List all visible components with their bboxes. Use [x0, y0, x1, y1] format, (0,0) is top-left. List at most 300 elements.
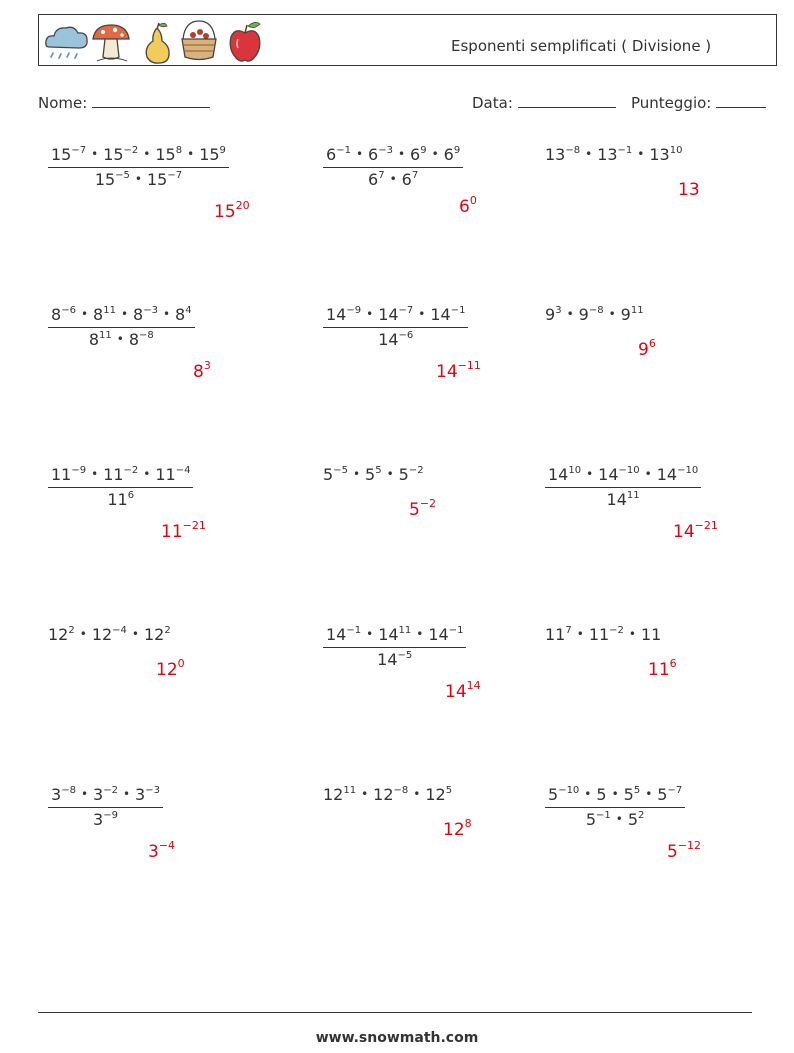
power-term — [641, 625, 661, 644]
base: 14 — [548, 465, 569, 484]
numerator — [545, 465, 701, 488]
exponent: −5 — [115, 170, 130, 181]
base: 8 — [133, 305, 144, 324]
fraction — [323, 145, 463, 189]
multiply-dot: • — [116, 332, 124, 346]
power-term — [95, 170, 130, 189]
exponent: 5 — [375, 465, 382, 476]
power-term — [410, 145, 427, 164]
problem-1 — [48, 145, 229, 189]
base: 11 — [588, 625, 610, 644]
power-term — [199, 145, 226, 164]
denominator — [48, 168, 229, 189]
power-term — [607, 490, 640, 509]
power-term — [673, 519, 718, 542]
numerator — [323, 305, 468, 328]
exponent: 0 — [469, 194, 477, 207]
exponent: 7 — [565, 625, 572, 636]
base: 15 — [103, 145, 124, 164]
worksheet-header — [38, 14, 777, 66]
power-term — [628, 810, 645, 829]
base: 5 — [596, 785, 607, 804]
power-term — [657, 465, 698, 484]
multiply-dot: • — [585, 147, 593, 161]
multiply-dot: • — [366, 307, 374, 321]
base: 15 — [155, 145, 176, 164]
exponent: −5 — [333, 465, 348, 476]
fraction — [48, 785, 163, 829]
power-term — [147, 170, 182, 189]
numerator — [48, 465, 193, 488]
denominator — [48, 328, 195, 349]
exponent: −6 — [61, 305, 76, 316]
denominator — [48, 488, 193, 509]
exponent: −1 — [617, 145, 633, 156]
exponent: −10 — [677, 465, 699, 476]
base: 15 — [199, 145, 220, 164]
exponent: −12 — [677, 839, 702, 852]
answer-13 — [148, 839, 176, 862]
answer-10 — [156, 657, 185, 680]
mushroom-icon — [93, 25, 129, 61]
base: 5 — [409, 500, 420, 520]
power-term — [638, 337, 656, 360]
exponent: −9 — [346, 305, 362, 316]
answer-3 — [678, 180, 700, 200]
base: 14 — [378, 305, 399, 324]
base: 15 — [147, 170, 168, 189]
multiply-dot: • — [143, 147, 151, 161]
exponent: −7 — [167, 170, 183, 181]
header-icons — [43, 17, 273, 65]
numerator — [323, 145, 463, 168]
power-term — [373, 785, 408, 804]
exponent: −8 — [139, 330, 154, 341]
multiply-dot: • — [361, 787, 369, 801]
exponent: −5 — [397, 650, 413, 661]
exponent: 11 — [99, 330, 112, 341]
power-term — [545, 145, 580, 164]
power-term — [678, 180, 700, 200]
pear-icon — [146, 23, 169, 63]
base: 13 — [649, 145, 670, 164]
exponent: −2 — [408, 465, 424, 476]
problem-2 — [323, 145, 463, 189]
base: 11 — [648, 660, 670, 680]
multiply-dot: • — [584, 787, 592, 801]
power-term — [175, 305, 192, 324]
power-term — [103, 145, 138, 164]
exponent: −1 — [450, 305, 466, 316]
power-term — [545, 625, 572, 644]
numerator — [323, 625, 466, 648]
name-blank[interactable] — [92, 93, 210, 108]
base: 12 — [156, 660, 178, 680]
base: 13 — [678, 180, 700, 200]
base: 14 — [656, 465, 678, 484]
power-term — [598, 465, 639, 484]
multiply-dot: • — [187, 147, 195, 161]
problem-14 — [323, 785, 452, 804]
denominator — [48, 808, 163, 829]
base: 5 — [627, 810, 639, 829]
power-term — [648, 657, 677, 680]
exponent: 6 — [648, 337, 656, 350]
answer-6 — [638, 337, 656, 360]
power-term — [579, 305, 604, 324]
base: 6 — [410, 145, 421, 164]
worksheet-title: Esponenti semplificati ( Divisione ) — [451, 37, 712, 55]
exponent: 11 — [626, 490, 640, 501]
multiply-dot: • — [134, 172, 142, 186]
problem-10 — [48, 625, 171, 644]
multiply-dot: • — [628, 627, 636, 641]
name-field — [38, 93, 210, 112]
multiply-dot: • — [120, 307, 129, 321]
base: 15 — [94, 170, 116, 189]
exponent: 14 — [466, 679, 481, 692]
answer-5 — [436, 359, 481, 382]
exponent: −11 — [457, 359, 481, 372]
exponent: −6 — [398, 330, 414, 341]
problem-12 — [545, 625, 661, 644]
power-term — [621, 305, 644, 324]
base: 9 — [578, 305, 589, 324]
base: 6 — [368, 145, 379, 164]
exponent: −2 — [419, 497, 437, 510]
problem-15 — [545, 785, 685, 829]
power-term — [444, 145, 461, 164]
base: 14 — [326, 305, 347, 324]
base: 12 — [91, 625, 113, 644]
base: 6 — [401, 170, 412, 189]
problem-6 — [545, 305, 644, 324]
power-term — [409, 497, 437, 520]
footer-url: www.snowmath.com — [315, 1030, 479, 1046]
problem-11 — [323, 625, 466, 669]
answer-12 — [648, 657, 677, 680]
power-term — [443, 817, 472, 840]
exponent: 3 — [555, 305, 562, 316]
power-term — [548, 785, 579, 804]
base: 11 — [103, 465, 124, 484]
base: 14 — [606, 490, 627, 509]
exponent: 6 — [669, 657, 677, 670]
exponent: −4 — [112, 625, 127, 636]
exponent: −4 — [175, 465, 191, 476]
multiply-dot: • — [131, 627, 139, 641]
exponent: −8 — [393, 785, 409, 796]
exponent: −2 — [123, 465, 139, 476]
problem-8 — [323, 465, 424, 484]
power-term — [624, 785, 641, 804]
multiply-dot: • — [389, 172, 397, 186]
exponent: 5 — [633, 785, 641, 796]
power-term — [92, 625, 127, 644]
exponent: −21 — [694, 519, 718, 532]
power-term — [548, 465, 581, 484]
power-term — [436, 359, 481, 382]
base: 11 — [51, 465, 72, 484]
base: 14 — [445, 682, 467, 702]
exponent: −10 — [618, 465, 640, 476]
power-term — [51, 305, 76, 324]
base: 13 — [597, 145, 618, 164]
multiply-dot: • — [615, 812, 623, 826]
power-term — [596, 785, 606, 804]
multiply-dot: • — [80, 307, 89, 321]
multiply-dot: • — [91, 467, 99, 481]
base: 14 — [378, 625, 399, 644]
power-term — [326, 625, 361, 644]
base: 6 — [368, 170, 379, 189]
power-term — [93, 785, 118, 804]
power-term — [214, 199, 250, 222]
fraction — [323, 305, 468, 349]
multiply-dot: • — [608, 307, 616, 321]
base: 9 — [620, 305, 631, 324]
base: 5 — [623, 785, 634, 804]
power-term — [589, 625, 624, 644]
problem-9 — [545, 465, 701, 509]
fraction — [545, 785, 685, 829]
power-term — [107, 490, 134, 509]
multiply-dot: • — [611, 787, 619, 801]
power-term — [368, 170, 385, 189]
basket-icon — [182, 21, 216, 60]
exponent: 11 — [103, 305, 116, 316]
base: 8 — [93, 305, 104, 324]
multiply-dot: • — [566, 307, 574, 321]
power-term — [135, 785, 160, 804]
exponent: 2 — [68, 625, 75, 636]
power-term — [445, 679, 481, 702]
exponent: 4 — [185, 305, 192, 316]
base: 14 — [430, 305, 451, 324]
base: 13 — [545, 145, 566, 164]
multiply-dot: • — [644, 467, 652, 481]
base: 14 — [428, 625, 449, 644]
power-term — [148, 839, 176, 862]
exponent: −8 — [588, 305, 604, 316]
exponent: −2 — [609, 625, 624, 636]
power-term — [378, 625, 411, 644]
base: 12 — [373, 785, 394, 804]
multiply-dot: • — [645, 787, 653, 801]
power-term — [144, 625, 171, 644]
power-term — [48, 625, 75, 644]
denominator — [545, 488, 701, 509]
answer-8 — [409, 497, 437, 520]
exponent: 2 — [638, 810, 645, 821]
base: 5 — [657, 785, 668, 804]
base: 8 — [51, 305, 62, 324]
footer-divider — [38, 1012, 752, 1013]
exponent: 11 — [630, 305, 644, 316]
answer-1 — [214, 199, 250, 222]
exponent: −3 — [143, 305, 158, 316]
multiply-dot: • — [416, 627, 424, 641]
date-label: Data: — [472, 94, 513, 112]
power-term — [161, 519, 206, 542]
base: 12 — [48, 625, 69, 644]
exponent: −9 — [103, 810, 118, 821]
multiply-dot: • — [386, 467, 394, 481]
exponent: −1 — [448, 625, 464, 636]
denominator — [323, 168, 463, 189]
exponent: 11 — [398, 625, 412, 636]
power-term — [425, 785, 452, 804]
exponent: 2 — [164, 625, 171, 636]
base: 14 — [436, 362, 458, 382]
score-blank[interactable] — [716, 93, 766, 108]
multiply-dot: • — [418, 307, 426, 321]
exponent: −8 — [565, 145, 581, 156]
base: 12 — [425, 785, 446, 804]
power-term — [545, 305, 562, 324]
problem-13 — [48, 785, 163, 829]
multiply-dot: • — [413, 787, 421, 801]
problem-7 — [48, 465, 193, 509]
exponent: −9 — [71, 465, 87, 476]
multiply-dot: • — [397, 147, 406, 161]
base: 5 — [585, 810, 596, 829]
base: 11 — [545, 625, 566, 644]
power-term — [193, 359, 211, 382]
base: 11 — [155, 465, 176, 484]
power-term — [323, 465, 348, 484]
exponent: 3 — [203, 359, 211, 372]
base: 3 — [51, 785, 62, 804]
power-term — [586, 810, 611, 829]
exponent: −10 — [558, 785, 580, 796]
base: 6 — [326, 145, 337, 164]
score-label: Punteggio: — [631, 94, 712, 112]
base: 12 — [144, 625, 165, 644]
base: 8 — [88, 330, 100, 349]
power-term — [368, 145, 393, 164]
fraction — [545, 465, 701, 509]
exponent: −1 — [596, 810, 611, 821]
exponent: 9 — [420, 145, 427, 156]
multiply-dot: • — [122, 787, 131, 801]
multiply-dot: • — [366, 627, 374, 641]
multiply-dot: • — [355, 147, 364, 161]
base: 5 — [548, 785, 559, 804]
power-term — [89, 330, 112, 349]
base: 14 — [673, 522, 695, 542]
base: 15 — [51, 145, 72, 164]
base: 11 — [107, 490, 128, 509]
base: 8 — [175, 305, 186, 324]
base: 3 — [135, 785, 146, 804]
power-term — [667, 839, 702, 862]
problem-5 — [323, 305, 468, 349]
fraction — [48, 305, 195, 349]
exponent: −2 — [103, 785, 118, 796]
multiply-dot: • — [352, 467, 361, 481]
power-term — [399, 465, 424, 484]
exponent: −7 — [667, 785, 683, 796]
exponent: −4 — [158, 839, 176, 852]
base: 14 — [378, 330, 399, 349]
multiply-dot: • — [91, 147, 99, 161]
numerator — [48, 305, 195, 328]
power-term — [51, 785, 76, 804]
exponent: −7 — [71, 145, 87, 156]
exponent: −1 — [336, 145, 351, 156]
power-term — [459, 194, 477, 217]
power-term — [377, 650, 412, 669]
numerator — [545, 785, 685, 808]
power-term — [657, 785, 682, 804]
rain-cloud-icon — [46, 27, 87, 58]
multiply-dot: • — [143, 467, 151, 481]
denominator — [323, 328, 468, 349]
numerator — [48, 145, 229, 168]
power-term — [323, 785, 356, 804]
date-blank[interactable] — [518, 93, 616, 108]
denominator — [323, 648, 466, 669]
fraction — [48, 465, 193, 509]
multiply-dot: • — [586, 467, 594, 481]
multiply-dot: • — [576, 627, 584, 641]
base: 12 — [443, 820, 465, 840]
base: 14 — [598, 465, 619, 484]
exponent: 7 — [411, 170, 419, 181]
exponent: 7 — [378, 170, 385, 181]
exponent: −2 — [123, 145, 139, 156]
power-term — [156, 657, 185, 680]
exponent: 9 — [453, 145, 461, 156]
base: 9 — [638, 340, 649, 360]
power-term — [428, 625, 463, 644]
power-term — [402, 170, 419, 189]
multiply-dot: • — [162, 307, 171, 321]
power-term — [326, 145, 351, 164]
answer-14 — [443, 817, 472, 840]
power-term — [430, 305, 465, 324]
power-term — [129, 330, 154, 349]
power-term — [597, 145, 632, 164]
base: 5 — [398, 465, 409, 484]
base: 5 — [365, 465, 376, 484]
multiply-dot: • — [80, 787, 89, 801]
base: 12 — [323, 785, 344, 804]
power-term — [93, 305, 116, 324]
exponent: 5 — [445, 785, 453, 796]
exponent: 0 — [177, 657, 185, 670]
base: 8 — [193, 362, 204, 382]
power-term — [93, 810, 118, 829]
exponent: −3 — [378, 145, 393, 156]
answer-4 — [193, 359, 211, 382]
base: 11 — [161, 522, 183, 542]
exponent: −8 — [61, 785, 76, 796]
power-term — [51, 145, 86, 164]
numerator — [48, 785, 163, 808]
exponent: 8 — [175, 145, 183, 156]
power-term — [378, 305, 413, 324]
power-term — [649, 145, 682, 164]
exponent: 10 — [669, 145, 683, 156]
power-term — [326, 305, 361, 324]
exponent: 11 — [343, 785, 357, 796]
answer-2 — [459, 194, 477, 217]
fraction — [48, 145, 229, 189]
problem-4 — [48, 305, 195, 349]
exponent: 6 — [127, 490, 135, 501]
